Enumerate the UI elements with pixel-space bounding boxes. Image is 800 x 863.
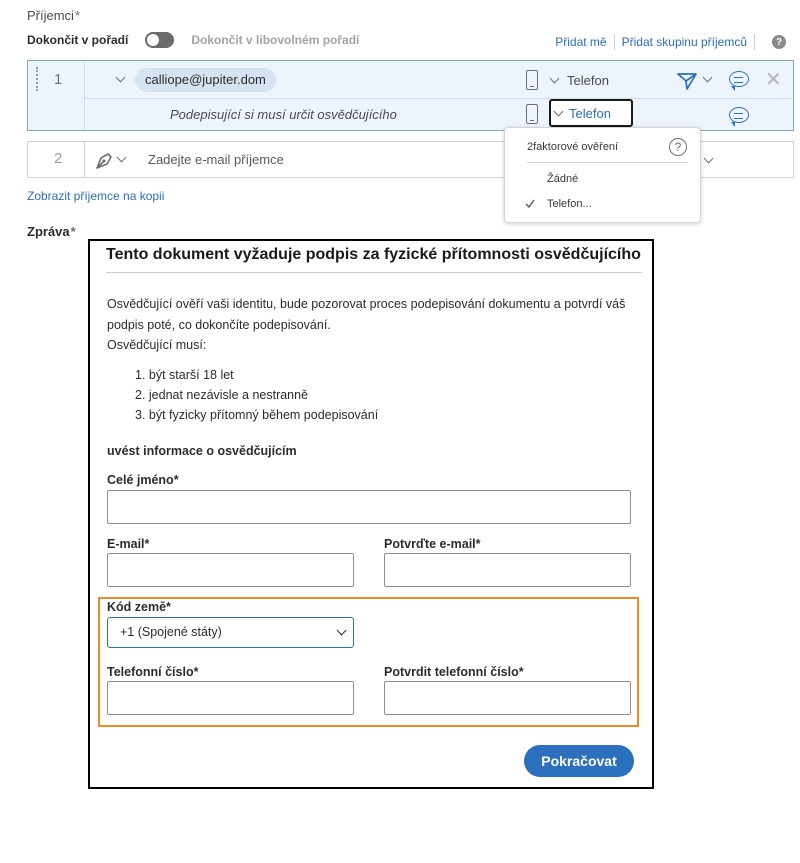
- close-icon[interactable]: ✕: [765, 69, 782, 91]
- role-chevron-down-icon[interactable]: [117, 153, 127, 163]
- requirement-item: 3. být fyzicky přítomný během podepisování: [135, 408, 379, 422]
- phone-icon: [526, 70, 538, 90]
- recipient-email-input[interactable]: Zadejte e-mail příjemce: [148, 152, 284, 167]
- recipient-row-1: [27, 60, 794, 131]
- email-input[interactable]: [107, 553, 354, 587]
- recipient-email-chip[interactable]: calliope@jupiter.dom: [135, 68, 276, 92]
- show-cc-link[interactable]: Zobrazit příjemce na kopii: [27, 189, 165, 203]
- drag-handle-icon[interactable]: [36, 67, 38, 91]
- message-label: Zpráva*: [27, 224, 76, 239]
- order-label: Dokončit v pořadí: [27, 33, 129, 47]
- auth-chevron-down-icon[interactable]: [550, 74, 560, 84]
- order-toggle[interactable]: [145, 32, 174, 48]
- country-code-select[interactable]: [107, 617, 354, 648]
- must-label: Osvědčující musí:: [107, 338, 207, 352]
- link-divider: [614, 34, 615, 50]
- message-bubble-icon[interactable]: [729, 107, 749, 123]
- requirement-item: 1. být starší 18 let: [135, 368, 234, 382]
- help-icon[interactable]: ?: [669, 138, 687, 156]
- auth-option-none[interactable]: Žádné: [547, 173, 579, 185]
- dialog-title: Tento dokument vyžaduje podpis za fyzické přítomnosti osvědčujícího: [106, 246, 641, 263]
- send-icon[interactable]: [676, 71, 698, 91]
- auth-option-phone[interactable]: Telefon...: [547, 198, 592, 210]
- full-name-label: Celé jméno*: [107, 473, 179, 487]
- confirm-email-label: Potvrďte e-mail*: [384, 537, 481, 551]
- requirement-item: 2. jednat nezávisle a nestranně: [135, 388, 309, 402]
- confirm-phone-input[interactable]: [384, 681, 631, 715]
- witness-section-title: uvést informace o osvědčujícím: [107, 444, 297, 458]
- toggle-knob-icon: [146, 33, 160, 47]
- row-divider: [84, 61, 85, 130]
- recipient-number: 2: [54, 150, 63, 167]
- chevron-down-icon: [337, 626, 347, 636]
- full-name-input[interactable]: [107, 490, 631, 524]
- witness-auth-label: Telefon: [569, 106, 611, 121]
- row-divider: [84, 98, 793, 99]
- pen-nib-icon[interactable]: [94, 150, 116, 170]
- order-row: [27, 31, 359, 49]
- checkmark-icon: [525, 199, 535, 208]
- row-divider: [84, 142, 85, 177]
- witness-text: Podepisující si musí určit osvědčujícího: [170, 107, 397, 122]
- auth-menu-header: 2faktorové ověření: [527, 141, 619, 153]
- phone-input[interactable]: [107, 681, 354, 715]
- add-group-link[interactable]: Přidat skupinu příjemců: [621, 35, 747, 49]
- witness-dialog: [88, 239, 654, 789]
- intro-text-line1: Osvědčující ověří vaši identitu, bude pozorovat proces podepisování dokumentu a potvrdí váš: [107, 297, 626, 311]
- country-code-label: Kód země*: [107, 600, 171, 614]
- email-label: E-mail*: [107, 537, 150, 551]
- auth-dropdown-menu: [504, 127, 701, 223]
- recipient-number: 1: [54, 71, 63, 88]
- message-bubble-icon[interactable]: [729, 71, 749, 87]
- auth-method-label[interactable]: Telefon: [567, 73, 609, 88]
- link-divider: [754, 34, 755, 50]
- chevron-down-icon[interactable]: [704, 154, 714, 164]
- top-links: [555, 34, 786, 50]
- dialog-divider: [106, 272, 642, 273]
- phone-label: Telefonní číslo*: [107, 665, 199, 679]
- intro-text-line2: podpis poté, co dokončíte podepisování.: [107, 318, 331, 332]
- any-order-label: Dokončit v libovolném pořadí: [191, 33, 360, 47]
- send-chevron-down-icon[interactable]: [703, 73, 713, 83]
- menu-divider: [527, 162, 688, 163]
- help-icon[interactable]: ?: [772, 35, 786, 49]
- continue-button[interactable]: Pokračovat: [524, 745, 634, 777]
- confirm-phone-label: Potvrdit telefonní číslo*: [384, 665, 524, 679]
- witness-auth-select[interactable]: [549, 99, 633, 127]
- role-chevron-down-icon[interactable]: [116, 73, 126, 83]
- chevron-down-icon: [554, 107, 564, 117]
- add-me-link[interactable]: Přidat mě: [555, 35, 607, 49]
- country-code-value: +1 (Spojené státy): [120, 625, 222, 639]
- phone-icon: [526, 104, 538, 124]
- confirm-email-input[interactable]: [384, 553, 631, 587]
- recipients-title: Příjemci*: [27, 8, 81, 23]
